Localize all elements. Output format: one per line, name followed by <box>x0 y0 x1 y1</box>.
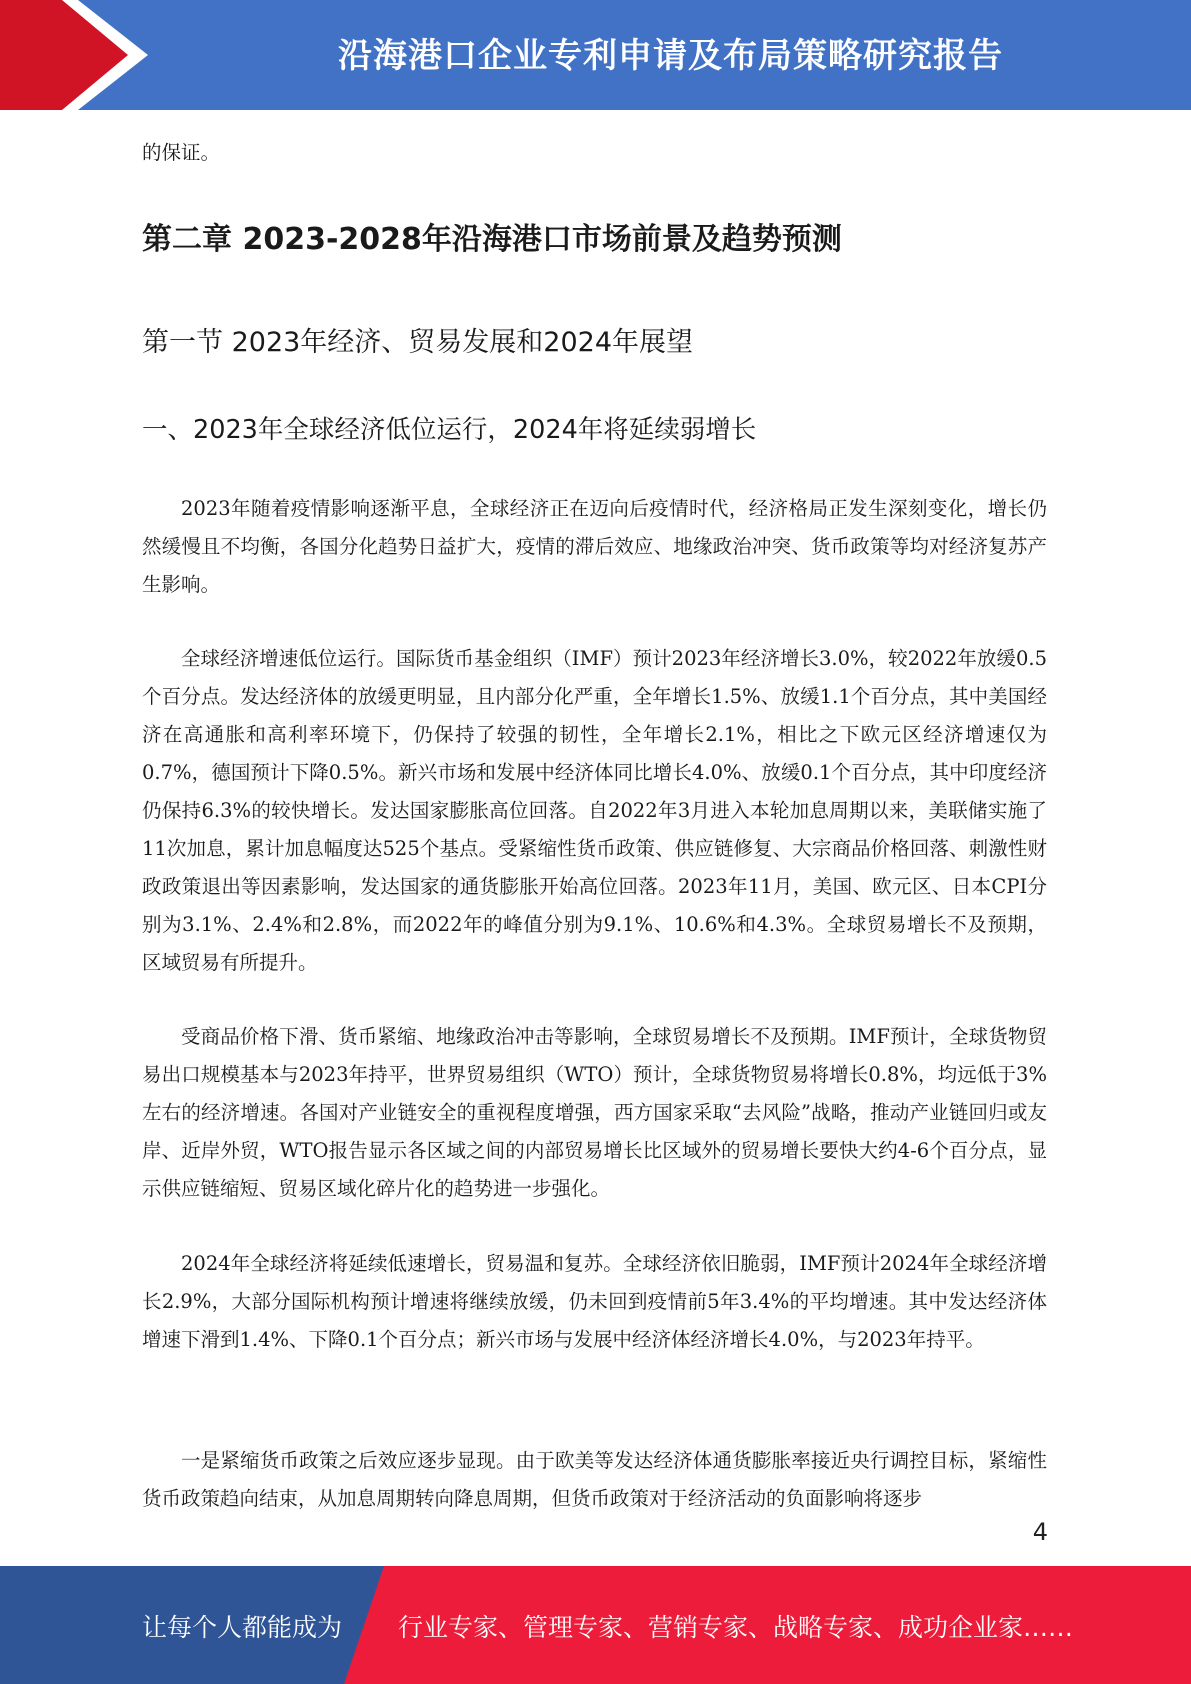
chapter-heading: 第二章 2023-2028年沿海港口市场前景及趋势预测 <box>142 222 842 257</box>
page-header-banner <box>0 0 1191 110</box>
report-title: 沿海港口企业专利申请及布局策略研究报告 <box>338 36 1003 76</box>
footer-slogan-left: 让每个人都能成为 <box>142 1613 343 1642</box>
body-paragraph: 2023年随着疫情影响逐渐平息，全球经济正在迈向后疫情时代，经济格局正发生深刻变化，增长仍然缓慢且不均衡，各国分化趋势日益扩大，疫情的滞后效应、地缘政治冲突、货币政策等均对经济复苏产生影响。 <box>142 497 1047 596</box>
section-heading: 第一节 2023年经济、贸易发展和2024年展望 <box>142 327 694 358</box>
page-footer-banner <box>0 1566 1191 1684</box>
body-paragraph: 2024年全球经济将延续低速增长，贸易温和复苏。全球经济依旧脆弱，IMF预计2024年全球经济增长2.9%，大部分国际机构预计增速将继续放缓，仍未回到疫情前5年3.4%的平均增速。其中发达经济体增速下滑到1.4%、下降0.1个百分点；新兴市场与发展中经济体经济增长4.0%，与2023年持平。 <box>142 1252 1047 1351</box>
page-number: 4 <box>1032 1518 1048 1546</box>
body-paragraph: 一是紧缩货币政策之后效应逐步显现。由于欧美等发达经济体通货膨胀率接近央行调控目标，紧缩性货币政策趋向结束，从加息周期转向降息周期，但货币政策对于经济活动的负面影响将逐步 <box>142 1449 1047 1510</box>
continuation-text: 的保证。 <box>142 141 221 164</box>
body-paragraph: 全球经济增速低位运行。国际货币基金组织（IMF）预计2023年经济增长3.0%，较2022年放缓0.5个百分点。发达经济体的放缓更明显，且内部分化严重，全年增长1.5%、放缓1.1个百分点，其中美国经济在高通胀和高利率环境下，仍保持了较强的韧性，全年增长2.1%，相比之下欧元区经济增速仅为0.7%，德国预计下降0.5%。新兴市场和发展中经济体同比增长4.0%、放缓0.1个百分点，其中印度经济仍保持6.3%的较快增长。发达国家膨胀高位回落。自2022年3月进入本轮加息周期以来，美联储实施了11次加息，累计加息幅度达525个基点。受紧缩性货币政策、供应链修复、大宗商品价格回落、刺激性财政政策退出等因素影响，发达国家的通货膨胀开始高位回落。2023年11月，美国、欧元区、日本CPI分别为3.1%、2.4%和2.8%，而2022年的峰值分别为9.1%、10.6%和4.3%。全球贸易增长不及预期，区域贸易有所提升。 <box>142 647 1047 974</box>
body-paragraph: 受商品价格下滑、货币紧缩、地缘政治冲击等影响，全球贸易增长不及预期。IMF预计，全球货物贸易出口规模基本与2023年持平，世界贸易组织（WTO）预计，全球货物贸易将增长0.8%，均远低于3%左右的经济增速。各国对产业链安全的重视程度增强，西方国家采取“去风险”战略，推动产业链回归或友岸、近岸外贸，WTO报告显示各区域之间的内部贸易增长比区域外的贸易增长要快大约4-6个百分点，显示供应链缩短、贸易区域化碎片化的趋势进一步强化。 <box>142 1025 1047 1200</box>
subsection-heading: 一、2023年全球经济低位运行，2024年将延续弱增长 <box>142 415 757 445</box>
footer-slogan-right: 行业专家、管理专家、营销专家、战略专家、成功企业家…… <box>398 1613 1074 1642</box>
